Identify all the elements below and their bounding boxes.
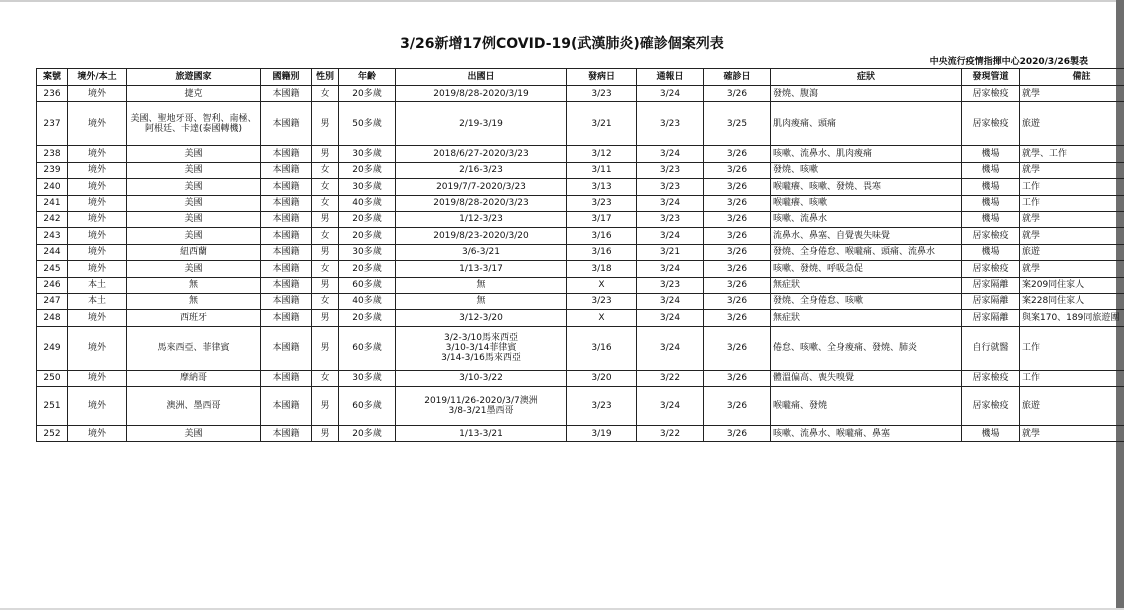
table-row [37,86,1124,102]
cell-origin: 境外 [68,102,127,146]
cell-nationality: 本國籍 [261,244,312,260]
issuer-note: 中央流行疫情指揮中心2020/3/26製表 [929,57,1088,67]
cell-age: 20多歲 [339,211,396,227]
cell-travel: 澳洲、墨西哥 [127,387,261,426]
cell-travel: 美國、聖地牙哥、智利、南極、阿根廷、卡達(泰國轉機) [127,102,261,146]
cell-note: 旅遊 [1020,387,1124,426]
header-case-no: 案號 [37,69,68,86]
header-remarks: 備註 [1020,69,1124,86]
cell-sex: 女 [312,86,339,102]
cell-confirm: 3/26 [704,244,771,260]
cell-departure: 2018/6/27-2020/3/23 [396,146,567,162]
cell-travel: 捷克 [127,86,261,102]
cell-report: 3/22 [637,370,704,386]
cell-symptoms: 倦怠、咳嗽、全身痠痛、發燒、肺炎 [771,326,962,370]
cell-sex: 女 [312,370,339,386]
cell-note: 旅遊 [1020,102,1124,146]
table-row [37,426,1124,442]
cell-sex: 女 [312,228,339,244]
cell-onset: X [567,310,637,326]
case-table [36,68,1124,442]
departure-line: 3/14-3/16馬來西亞 [441,353,521,364]
cell-note: 工作 [1020,326,1124,370]
cell-nationality: 本國籍 [261,370,312,386]
cell-note: 就學 [1020,426,1124,442]
cell-age: 30多歲 [339,146,396,162]
cell-confirm: 3/25 [704,102,771,146]
cell-nationality: 本國籍 [261,277,312,293]
cell-origin: 境外 [68,162,127,178]
cell-report: 3/23 [637,162,704,178]
cell-onset: 3/23 [567,195,637,211]
cell-case-no: 245 [37,261,68,277]
cell-channel: 居家檢疫 [962,370,1020,386]
cell-case-no: 247 [37,293,68,309]
cell-channel: 機場 [962,195,1020,211]
cell-channel: 居家檢疫 [962,102,1020,146]
cell-case-no: 251 [37,387,68,426]
cell-channel: 居家檢疫 [962,387,1020,426]
cell-departure: 2019/8/23-2020/3/20 [396,228,567,244]
cell-age: 50多歲 [339,102,396,146]
cell-case-no: 249 [37,326,68,370]
cell-sex: 男 [312,211,339,227]
cell-case-no: 244 [37,244,68,260]
cell-sex: 女 [312,195,339,211]
cell-nationality: 本國籍 [261,387,312,426]
table-row [37,146,1124,162]
cell-channel: 自行就醫 [962,326,1020,370]
cell-nationality: 本國籍 [261,162,312,178]
cell-report: 3/23 [637,277,704,293]
cell-sex: 男 [312,426,339,442]
cell-nationality: 本國籍 [261,195,312,211]
cell-age: 40多歲 [339,293,396,309]
cell-age: 30多歲 [339,370,396,386]
cell-sex: 女 [312,293,339,309]
cell-departure: 2/19-3/19 [396,102,567,146]
cell-sex: 男 [312,326,339,370]
table-row [37,310,1124,326]
table-row [37,244,1124,260]
header-age: 年齡 [339,69,396,86]
cell-departure: 1/13-3/21 [396,426,567,442]
cell-origin: 境外 [68,228,127,244]
cell-channel: 機場 [962,162,1020,178]
cell-confirm: 3/26 [704,211,771,227]
cell-nationality: 本國籍 [261,326,312,370]
cell-onset: 3/23 [567,86,637,102]
departure-line: 2019/11/26-2020/3/7澳洲 [424,395,538,406]
cell-sex: 男 [312,102,339,146]
cell-age: 20多歲 [339,426,396,442]
cell-origin: 境外 [68,387,127,426]
departure-line: 3/2-3/10馬來西亞 [444,332,518,343]
header-report-date: 通報日 [637,69,704,86]
cell-travel: 美國 [127,179,261,195]
cell-onset: 3/17 [567,211,637,227]
cell-confirm: 3/26 [704,277,771,293]
cell-travel: 西班牙 [127,310,261,326]
cell-onset: 3/12 [567,146,637,162]
cell-onset: 3/19 [567,426,637,442]
cell-sex: 男 [312,277,339,293]
cell-report: 3/24 [637,86,704,102]
cell-departure: 2019/7/7-2020/3/23 [396,179,567,195]
cell-nationality: 本國籍 [261,261,312,277]
cell-age: 20多歲 [339,162,396,178]
cell-departure: 3/10-3/22 [396,370,567,386]
table-row [37,179,1124,195]
cell-symptoms: 無症狀 [771,310,962,326]
cell-onset: 3/23 [567,387,637,426]
header-nationality: 國籍別 [261,69,312,86]
departure-line: 3/8-3/21墨西哥 [448,406,514,417]
cell-travel: 美國 [127,211,261,227]
cell-case-no: 237 [37,102,68,146]
cell-note: 案209同住家人 [1020,277,1124,293]
cell-confirm: 3/26 [704,310,771,326]
table-row [37,293,1124,309]
cell-travel: 美國 [127,195,261,211]
cell-case-no: 250 [37,370,68,386]
cell-onset: 3/18 [567,261,637,277]
cell-sex: 男 [312,310,339,326]
cell-report: 3/24 [637,326,704,370]
cell-note: 旅遊 [1020,244,1124,260]
cell-travel: 美國 [127,228,261,244]
cell-onset: 3/16 [567,326,637,370]
window-top-border [0,0,1124,2]
cell-note: 就學 [1020,261,1124,277]
cell-nationality: 本國籍 [261,86,312,102]
cell-origin: 境外 [68,86,127,102]
cell-confirm: 3/26 [704,370,771,386]
cell-report: 3/24 [637,293,704,309]
header-confirm-date: 確診日 [704,69,771,86]
cell-confirm: 3/26 [704,86,771,102]
cell-departure: 3/6-3/21 [396,244,567,260]
cell-travel: 摩納哥 [127,370,261,386]
header-onset-date: 發病日 [567,69,637,86]
cell-symptoms: 咳嗽、流鼻水、喉嚨痛、鼻塞 [771,426,962,442]
cell-sex: 男 [312,146,339,162]
cell-origin: 本土 [68,277,127,293]
cell-symptoms: 咳嗽、發燒、呼吸急促 [771,261,962,277]
cell-note: 工作 [1020,195,1124,211]
cell-symptoms: 咳嗽、流鼻水 [771,211,962,227]
cell-nationality: 本國籍 [261,293,312,309]
cell-age: 20多歲 [339,310,396,326]
header-detection-channel: 發現管道 [962,69,1020,86]
cell-case-no: 248 [37,310,68,326]
cell-channel: 機場 [962,426,1020,442]
cell-origin: 本土 [68,293,127,309]
cell-symptoms: 喉嚨痛、發燒 [771,387,962,426]
cell-note: 與案170、189同旅遊團 [1020,310,1124,326]
header-sex: 性別 [312,69,339,86]
cell-channel: 機場 [962,211,1020,227]
cell-symptoms: 發燒、全身倦怠、咳嗽 [771,293,962,309]
table-row [37,387,1124,426]
cell-origin: 境外 [68,426,127,442]
table-row [37,102,1124,146]
cell-age: 20多歲 [339,261,396,277]
cell-sex: 女 [312,162,339,178]
cell-departure: 無 [396,293,567,309]
cell-symptoms: 發燒、咳嗽 [771,162,962,178]
cell-symptoms: 喉嚨癢、咳嗽 [771,195,962,211]
cell-travel: 馬來西亞、菲律賓 [127,326,261,370]
table-row [37,162,1124,178]
header-symptoms: 症狀 [771,69,962,86]
cell-origin: 境外 [68,195,127,211]
cell-departure: 1/12-3/23 [396,211,567,227]
cell-symptoms: 發燒、腹瀉 [771,86,962,102]
cell-symptoms: 肌肉痠痛、頭痛 [771,102,962,146]
cell-onset: 3/20 [567,370,637,386]
cell-report: 3/24 [637,261,704,277]
cell-departure: 3/12-3/20 [396,310,567,326]
cell-symptoms: 喉嚨癢、咳嗽、發燒、畏寒 [771,179,962,195]
cell-origin: 境外 [68,244,127,260]
cell-confirm: 3/26 [704,293,771,309]
cell-travel: 美國 [127,261,261,277]
cell-report: 3/24 [637,387,704,426]
cell-age: 20多歲 [339,86,396,102]
cell-confirm: 3/26 [704,195,771,211]
cell-symptoms: 流鼻水、鼻塞、自覺喪失味覺 [771,228,962,244]
cell-report: 3/24 [637,310,704,326]
cell-report: 3/22 [637,426,704,442]
cell-note: 工作 [1020,370,1124,386]
cell-confirm: 3/26 [704,228,771,244]
cell-confirm: 3/26 [704,146,771,162]
cell-origin: 境外 [68,326,127,370]
header-departure-date: 出國日 [396,69,567,86]
cell-confirm: 3/26 [704,387,771,426]
cell-origin: 境外 [68,179,127,195]
table-row [37,326,1124,370]
cell-symptoms: 咳嗽、流鼻水、肌肉痠痛 [771,146,962,162]
cell-case-no: 246 [37,277,68,293]
cell-confirm: 3/26 [704,261,771,277]
cell-channel: 居家隔離 [962,277,1020,293]
cell-confirm: 3/26 [704,426,771,442]
cell-sex: 男 [312,387,339,426]
cell-sex: 女 [312,179,339,195]
departure-line: 3/10-3/14菲律賓 [445,343,517,354]
cell-origin: 境外 [68,211,127,227]
cell-channel: 居家隔離 [962,293,1020,309]
table-header-row [37,69,1124,86]
cell-note: 工作 [1020,179,1124,195]
table-row [37,195,1124,211]
cell-report: 3/24 [637,228,704,244]
cell-departure: 2/16-3/23 [396,162,567,178]
cell-channel: 機場 [962,146,1020,162]
cell-travel: 美國 [127,162,261,178]
cell-age: 60多歲 [339,277,396,293]
cell-case-no: 239 [37,162,68,178]
cell-note: 就學 [1020,211,1124,227]
cell-note: 就學、工作 [1020,146,1124,162]
cell-case-no: 252 [37,426,68,442]
cell-sex: 男 [312,244,339,260]
cell-nationality: 本國籍 [261,146,312,162]
cell-departure: 無 [396,277,567,293]
cell-nationality: 本國籍 [261,310,312,326]
cell-nationality: 本國籍 [261,211,312,227]
cell-case-no: 242 [37,211,68,227]
cell-nationality: 本國籍 [261,426,312,442]
cell-confirm: 3/26 [704,162,771,178]
cell-origin: 境外 [68,370,127,386]
cell-case-no: 236 [37,86,68,102]
cell-origin: 境外 [68,146,127,162]
cell-sex: 女 [312,261,339,277]
cell-note: 案228同住家人 [1020,293,1124,309]
cell-age: 30多歲 [339,244,396,260]
cell-departure: 1/13-3/17 [396,261,567,277]
cell-age: 20多歲 [339,228,396,244]
cell-case-no: 240 [37,179,68,195]
cell-channel: 居家檢疫 [962,86,1020,102]
cell-onset: 3/16 [567,228,637,244]
cell-travel: 紐西蘭 [127,244,261,260]
cell-nationality: 本國籍 [261,228,312,244]
cell-confirm: 3/26 [704,179,771,195]
cell-origin: 境外 [68,261,127,277]
cell-report: 3/23 [637,102,704,146]
cell-onset: 3/21 [567,102,637,146]
cell-onset: X [567,277,637,293]
cell-note: 就學 [1020,228,1124,244]
table-row [37,277,1124,293]
header-origin: 境外/本土 [68,69,127,86]
cell-symptoms: 發燒、全身倦怠、喉嚨痛、頭痛、流鼻水 [771,244,962,260]
cell-onset: 3/11 [567,162,637,178]
cell-departure: 2019/8/28-2020/3/19 [396,86,567,102]
cell-case-no: 243 [37,228,68,244]
cell-origin: 境外 [68,310,127,326]
cell-report: 3/23 [637,179,704,195]
cell-travel: 美國 [127,146,261,162]
cell-age: 40多歲 [339,195,396,211]
cell-case-no: 238 [37,146,68,162]
cell-channel: 居家隔離 [962,310,1020,326]
cell-symptoms: 無症狀 [771,277,962,293]
cell-channel: 機場 [962,179,1020,195]
cell-travel: 無 [127,293,261,309]
cell-channel: 居家檢疫 [962,228,1020,244]
cell-age: 30多歲 [339,179,396,195]
cell-nationality: 本國籍 [261,102,312,146]
cell-nationality: 本國籍 [261,179,312,195]
cell-symptoms: 體溫偏高、喪失嗅覺 [771,370,962,386]
cell-report: 3/24 [637,195,704,211]
header-travel-country: 旅遊國家 [127,69,261,86]
cell-confirm: 3/26 [704,326,771,370]
document-title: 3/26新增17例COVID-19(武漢肺炎)確診個案列表 [400,36,724,52]
cell-travel: 美國 [127,426,261,442]
cell-report: 3/21 [637,244,704,260]
table-row [37,370,1124,386]
cell-age: 60多歲 [339,387,396,426]
cell-case-no: 241 [37,195,68,211]
table-row [37,211,1124,227]
table-row [37,261,1124,277]
cell-report: 3/24 [637,146,704,162]
cell-report: 3/23 [637,211,704,227]
cell-channel: 機場 [962,244,1020,260]
cell-note: 就學 [1020,86,1124,102]
cell-onset: 3/13 [567,179,637,195]
cell-age: 60多歲 [339,326,396,370]
cell-onset: 3/16 [567,244,637,260]
cell-travel: 無 [127,277,261,293]
table-row [37,228,1124,244]
cell-departure: 2019/8/28-2020/3/23 [396,195,567,211]
cell-note: 就學 [1020,162,1124,178]
cell-onset: 3/23 [567,293,637,309]
cell-departure [396,326,567,370]
cell-channel: 居家檢疫 [962,261,1020,277]
cell-departure [396,387,567,426]
